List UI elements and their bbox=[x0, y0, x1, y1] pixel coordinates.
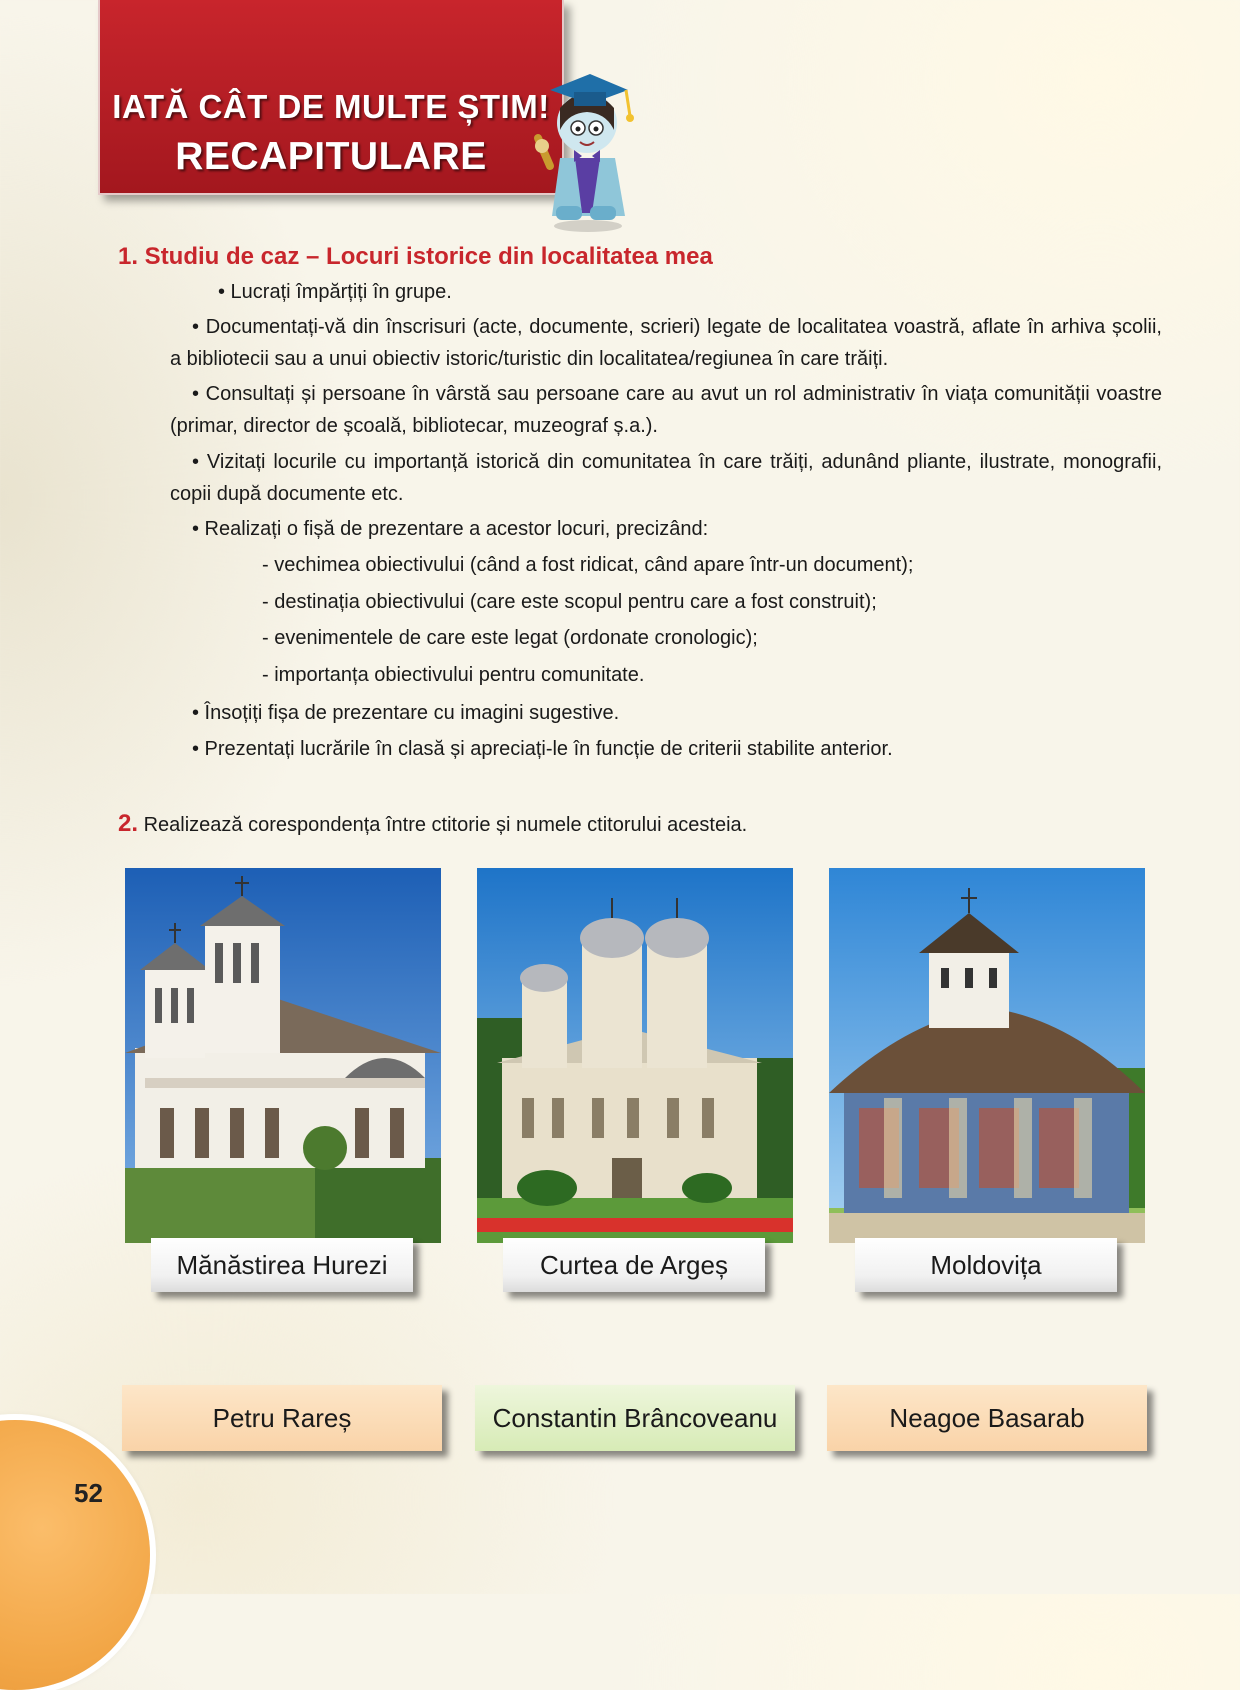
bullet-documents: • Documentați-vă din înscrisuri (acte, documente, scrieri) legate de localitatea voastră, aflate în arhiva școlii, a bibliotecii sau a unui obiectiv istoric/turistic din localitatea/regiunea în care trăiți. bbox=[170, 316, 1162, 370]
page-number: 52 bbox=[74, 1478, 103, 1508]
bullet-consult: • Consultați și persoane în vârstă sau persoane care au avut un rol administrativ în viața comunității voastre (primar, director de școală, bibliotecar, muzeograf ș.a.). bbox=[170, 383, 1162, 437]
bullet-visit: • Vizitați locurile cu importanță istorică din comunitatea în care trăiți, adunând pliante, ilustrate, monografii, copii după documente etc. bbox=[170, 451, 1162, 505]
photo-curtea-de-arges bbox=[477, 868, 793, 1243]
question-number: 2. bbox=[118, 810, 139, 837]
sub-item-purpose: - destinația obiectivului (care este scopul pentru care a fost construit); bbox=[262, 591, 877, 613]
page-subtitle: RECAPITULARE bbox=[175, 135, 487, 178]
photo-moldovita bbox=[829, 868, 1145, 1243]
photo-hurezi bbox=[125, 868, 441, 1243]
monument-label-hurezi[interactable]: Mănăstirea Hurezi bbox=[151, 1238, 413, 1292]
bullet-work-groups: • Lucrați împărțiți în grupe. bbox=[218, 281, 452, 303]
monument-label-curtea-de-arges[interactable]: Curtea de Argeș bbox=[503, 1238, 765, 1292]
bullet-images: • Însoțiți fișa de prezentare cu imagini sugestive. bbox=[192, 702, 620, 724]
bullet-present: • Prezentați lucrările în clasă și apreciați-le în funcție de criterii stabilite anterior. bbox=[192, 738, 893, 760]
monastery-hurezi-image bbox=[125, 868, 441, 1243]
page-number-badge bbox=[0, 1420, 150, 1690]
graduate-mascot-icon bbox=[530, 38, 640, 233]
title-banner bbox=[98, 0, 564, 195]
monastery-curtea-de-arges-image bbox=[477, 868, 793, 1243]
section-2-question bbox=[118, 808, 747, 841]
sub-item-events: - evenimentele de care este legat (ordonate cronologic); bbox=[262, 627, 758, 649]
founder-petru-rares[interactable]: Petru Rareș bbox=[122, 1385, 442, 1451]
monument-label-moldovita[interactable]: Moldovița bbox=[855, 1238, 1117, 1292]
sub-item-age: - vechimea obiectivului (când a fost ridicat, când apare într-un document); bbox=[262, 554, 914, 576]
monastery-moldovita-image bbox=[829, 868, 1145, 1243]
page-title: IATĂ CÂT DE MULTE ȘTIM! bbox=[112, 88, 550, 125]
founder-neagoe-basarab[interactable]: Neagoe Basarab bbox=[827, 1385, 1147, 1451]
bullet-presentation-sheet: • Realizați o fișă de prezentare a acestor locuri, precizând: bbox=[192, 518, 709, 540]
section-1-heading: 1. Studiu de caz – Locuri istorice din localitatea mea bbox=[118, 243, 713, 270]
founder-constantin-brancoveanu[interactable]: Constantin Brâncoveanu bbox=[475, 1385, 795, 1451]
sub-item-importance: - importanța obiectivului pentru comunitate. bbox=[262, 664, 645, 686]
question-text: Realizează corespondența între ctitorie și numele ctitorului acesteia. bbox=[138, 814, 748, 836]
